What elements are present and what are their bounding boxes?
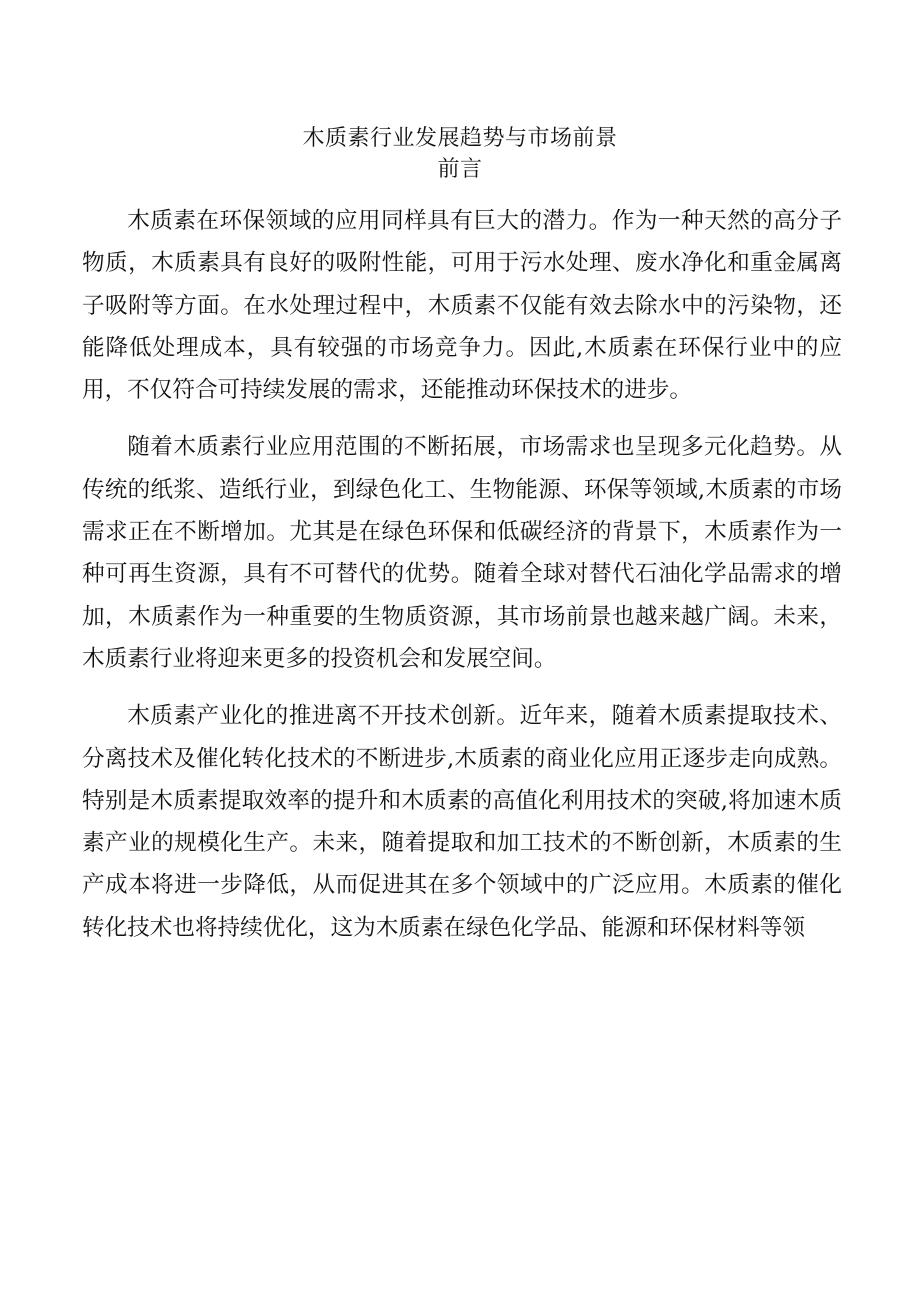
paragraph-2: 随着木质素行业应用范围的不断拓展，市场需求也呈现多元化趋势。从传统的纸浆、造纸行业，到绿色化工、生物能源、环保等领域,木质素的市场需求正在不断增加。尤其是在绿色环保和低碳经济的背景下，木质素作为一种可再生资源，具有不可替代的优势。随着全球对替代石油化学品需求的增加，木质素作为一种重要的生物质资源，其市场前景也越来越广阔。未来，木质素行业将迎来更多的投资机会和发展空间。: [82, 434, 842, 672]
document-title: 木质素行业发展趋势与市场前景: [302, 126, 618, 151]
paragraph-1: 木质素在环保领域的应用同样具有巨大的潜力。作为一种天然的高分子物质，木质素具有良好的吸附性能，可用于污水处理、废水净化和重金属离子吸附等方面。在水处理过程中，木质素不仅能有效去除水中的污染物，还能降低处理成本，具有较强的市场竞争力。因此,木质素在环保行业中的应用，不仅符合可持续发展的需求，还能推动环保技术的进步。: [82, 208, 842, 404]
document-body: [82, 200, 842, 964]
document-subtitle: 前言: [437, 157, 483, 182]
paragraph-3: 木质素产业化的推进离不开技术创新。近年来，随着木质素提取技术、分离技术及催化转化技术的不断进步,木质素的商业化应用正逐步走向成熟。特别是木质素提取效率的提升和木质素的高值化利用技术的突破,将加速木质素产业的规模化生产。未来，随着提取和加工技术的不断创新，木质素的生产成本将进一步降低，从而促进其在多个领域中的广泛应用。木质素的催化转化技术也将持续优化，这为木质素在绿色化学品、能源和环保材料等领: [82, 703, 842, 941]
